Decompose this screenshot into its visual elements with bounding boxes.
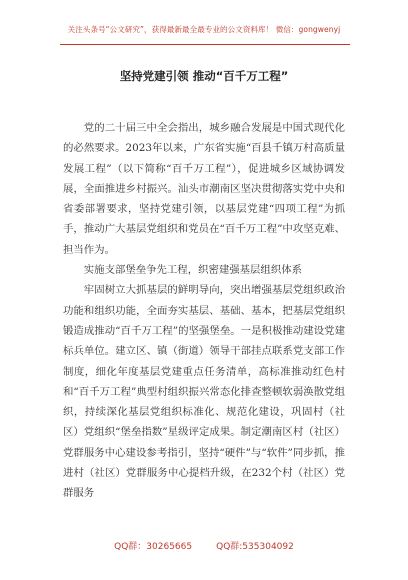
paragraph-body: 牢固树立大抓基层的鲜明导向，突出增强基层党组织政治功能和组织功能，全面夯实基层、基础、基本，把基层党组织锻造成推动“百千万工程”的坚强堡垒。一是积极推动建设党建标兵单位。建立区、镇（街道）领导干部挂点联系党支部工作制度，细化年度基层党建重点任务清单，高标准推动红色村和“百千万工程”典型村组织振兴常态化排查整顿软弱涣散党组织，持续深化基层党组织标准化、规范化建设，巩固村（社区）党组织“堡垒指数”星级评定成果。制定潮南区村（社区）党群服务中心建设参考指引，坚持“硬件”与“软件”同步抓，推进村（社区）党群服务中心提档升级，在232个村（社区）党群服务 — [63, 284, 345, 500]
document-title: 坚持党建引领 推动“百千万工程” — [119, 69, 289, 83]
qq-group-1: QQ群：30265665 — [114, 542, 193, 552]
paragraph-intro: 党的二十届三中全会指出，城乡融合发展是中国式现代化的必然要求。2023年以来，广东省实施“百县千镇万村高质量发展工程”（以下简称“百千万工程”），促进城乡区域协调发展，全面推进乡村振兴。汕头市潮南区坚决贯彻落实党中央和省委部署要求，坚持党建引领，以基层党建“四项工程”为抓手，推动广大基层党组织和党员在“百千万工程”中攻坚克难、担当作为。 — [63, 122, 345, 256]
qq-group-2: QQ群:535304092 — [216, 542, 294, 552]
header-divider — [60, 44, 350, 45]
document-body — [63, 118, 345, 504]
watermark-footer — [0, 539, 408, 552]
section-heading: 实施支部堡垒争先工程，织密建强基层组织体系 — [83, 264, 302, 277]
watermark-header: 关注头条号“公文研究”，获得最新最全最专业的公文资料库！ 微信：gongwenyj — [67, 25, 341, 34]
